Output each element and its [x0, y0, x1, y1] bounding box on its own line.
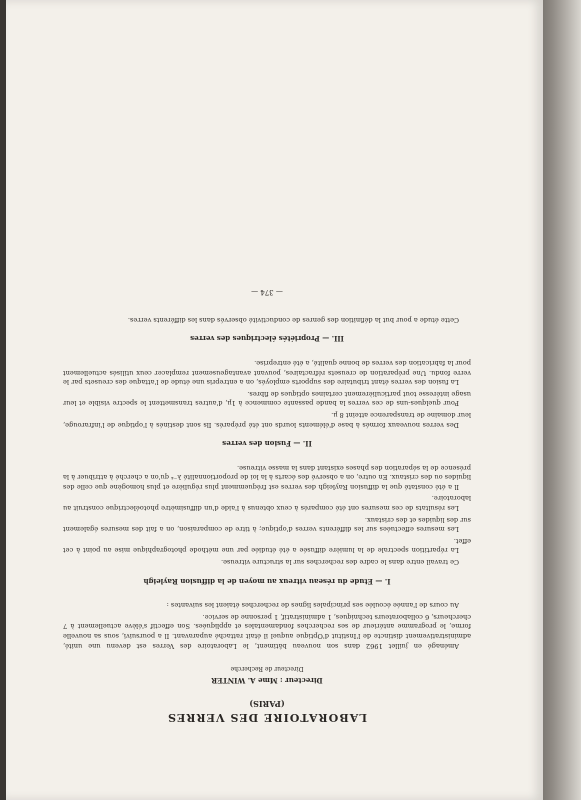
- section-paragraph: La fusion des verres étant tributaire des supports employés, on a entrepris une étude de l'attaque des creusets par le verre fondu. Une préparation de creusets réfractaires, pouvant avantageusement remplacer ceux utilisés actuellement pour la fabrication des verres de bonne qualité, a été entreprise.: [63, 358, 471, 387]
- intro-paragraph: Au cours de l'année écoulée ses principales lignes de recherches étaient les suivantes :: [166, 601, 459, 610]
- director-line: Directeur : Mme A. WINTER: [211, 675, 323, 685]
- section-paragraph: Ce travail entre dans le cadre des recherches sur la structure vitreuse.: [221, 558, 459, 567]
- page-content: [63, 287, 471, 722]
- page-number: — 374 —: [251, 288, 283, 297]
- section-heading: II. — Fusion des verres: [222, 439, 312, 449]
- rotated-page: [6, 0, 543, 800]
- section-paragraph: La répartition spectrale de la lumière diffusée a été étudiée par une méthode photographique mise au point à cet effet.: [63, 536, 471, 555]
- page-subtitle: (PARIS): [249, 699, 285, 710]
- section-paragraph: Cette étude a pour but la définition des genres de conductivité observés dans les différents verres.: [127, 315, 459, 324]
- director-role: Directeur de Recherche: [230, 665, 304, 673]
- section-heading: I. — Etude du réseau vitreux au moyen de la diffusion Rayleigh: [143, 576, 391, 586]
- section-paragraph: Les résultats de ces mesures ont été comparés à ceux obtenus à l'aide d'un diffusimètre photoélectrique construit au laboratoire.: [63, 494, 471, 513]
- section-paragraph: Pour quelques-uns de ces verres la bande passante commence à 1µ, d'autres transmettent le spectre visible et leur usage intéresse tout particulièrement certaines optiques de fibres.: [63, 389, 471, 408]
- page-title: LABORATOIRE DES VERRES: [167, 711, 367, 724]
- section-paragraph: Il a été constaté que la diffusion Rayleigh des verres est fréquemment plus régulière et plus homogène que celle des liquides ou des cristaux. En outre, on a observé des écarts à la loi de proportionnalité λ⁻⁴ qu'on a cherché à attribuer à la présence de la séparation des phases existant dans la masse vitreuse.: [63, 463, 471, 491]
- section-paragraph: Les mesures effectuées sur les différents verres d'optique; à titre de comparaison, on a fait des mesures également sur des liquides et des cristaux.: [63, 515, 471, 534]
- document-page: [6, 0, 543, 800]
- section-heading: III. — Propriétés électriques des verres: [190, 334, 344, 344]
- intro-paragraph: Aménagé en juillet 1962 dans son nouveau bâtiment, le Laboratoire des Verres est devenu une unité, administrativement distincte de l'Institut d'Optique auquel il était rattaché auparavant. Il a poursuivi, sous sa nouvelle forme, le programme antérieur de ses recherches fondamentales et appliquées. Son effectif s'élève actuellement à 7 chercheurs, 6 collaborateurs techniques, 1 administratif, 1 personne de service.: [63, 612, 471, 650]
- section-paragraph: Des verres nouveaux formés à base d'éléments lourds ont été préparés. Ils sont destinés à l'optique de l'infrarouge, leur domaine de transparence atteint 8 µ.: [63, 410, 471, 429]
